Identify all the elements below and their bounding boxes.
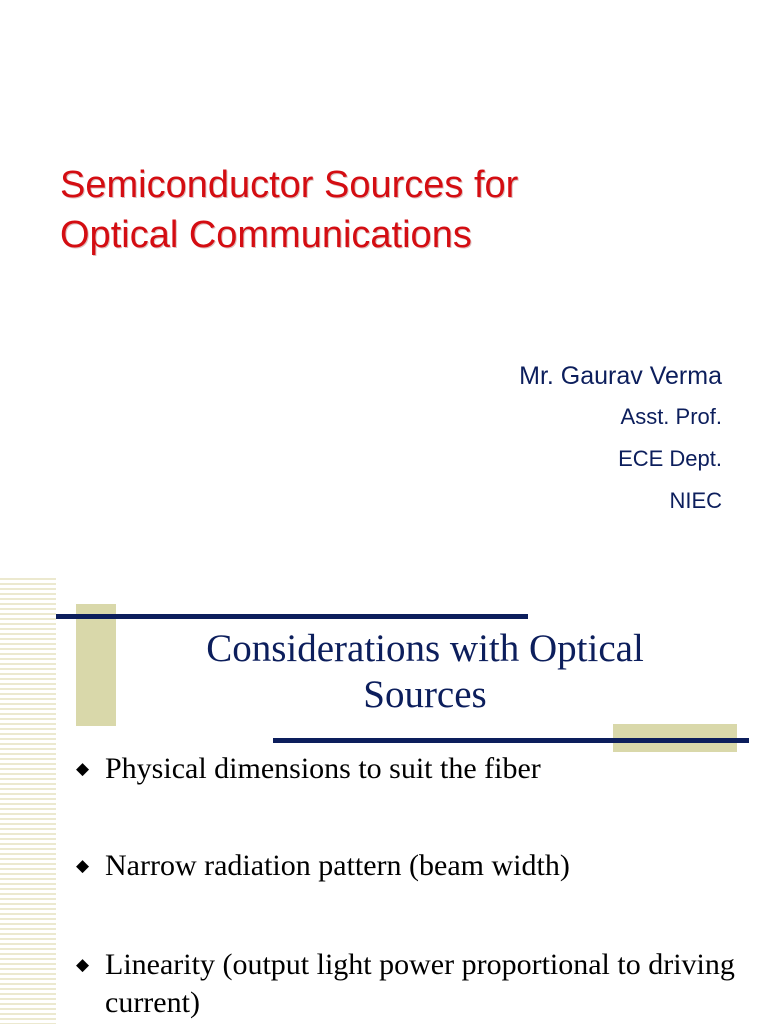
content-slide xyxy=(0,578,768,1024)
title-line-2: Optical Communications xyxy=(60,214,472,256)
title-rule-bottom xyxy=(273,738,749,743)
slide-title-line-2: Sources xyxy=(363,673,487,716)
title-rule-top xyxy=(56,614,528,619)
presentation-title xyxy=(60,160,740,260)
author-department: ECE Dept. xyxy=(618,446,722,471)
author-name: Mr. Gaurav Verma xyxy=(519,362,722,390)
author-role: Asst. Prof. xyxy=(620,404,722,429)
striped-margin-decoration xyxy=(0,578,56,1024)
list-item xyxy=(76,847,756,885)
author-institution: NIEC xyxy=(669,488,722,513)
bullet-text: Narrow radiation pattern (beam width) xyxy=(105,849,570,882)
list-item xyxy=(76,946,756,1022)
list-item xyxy=(76,750,756,788)
diamond-bullet-icon: ◆ xyxy=(76,856,90,875)
author-block xyxy=(519,356,722,522)
diamond-bullet-icon: ◆ xyxy=(76,759,90,778)
bullet-text: Physical dimensions to suit the fiber xyxy=(105,752,541,785)
title-line-1: Semiconductor Sources for xyxy=(60,164,519,206)
bullet-text: Linearity (output light power proportional to driving current) xyxy=(105,948,735,1019)
slide-title xyxy=(140,626,710,718)
diamond-bullet-icon: ◆ xyxy=(76,955,90,974)
olive-accent-block xyxy=(76,604,116,726)
slide-title-line-1: Considerations with Optical xyxy=(206,627,644,670)
